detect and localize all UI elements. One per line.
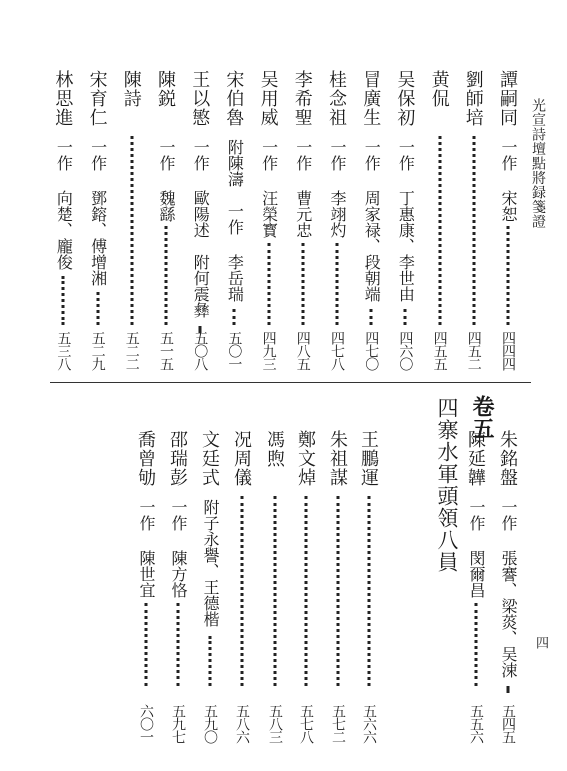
entry-note: 一作 閔爾昌 <box>467 499 486 598</box>
entry-name: 朱銘盤 <box>497 430 518 487</box>
entry-name: 冒廣生 <box>360 70 382 127</box>
entry-name: 宋育仁 <box>86 70 108 127</box>
toc-entry[interactable] <box>461 70 487 381</box>
entry-name: 王鵬運 <box>358 430 379 487</box>
toc-entry[interactable] <box>495 430 521 750</box>
leader-dots <box>337 496 340 686</box>
toc-entry[interactable] <box>50 70 76 381</box>
entry-page-number: 四五五 <box>431 331 448 370</box>
entry-note: 一作 宋恕 <box>499 139 518 222</box>
toc-entry[interactable] <box>325 430 351 750</box>
leader-dots <box>404 309 407 325</box>
entry-note: 附子永譽、王德楷 <box>201 499 220 627</box>
leader-dots <box>274 496 277 686</box>
entry-name: 邵瑞彭 <box>167 430 188 487</box>
entry-page-number: 五〇八 <box>192 331 209 370</box>
volume-heading: 卷五 <box>469 395 494 439</box>
toc-entry[interactable] <box>119 70 145 381</box>
toc-entry[interactable] <box>133 430 159 750</box>
leader-dots <box>241 496 244 686</box>
entry-name: 鄭文焯 <box>295 430 316 487</box>
leader-dots <box>233 309 236 325</box>
entry-page-number: 五九〇 <box>202 704 218 743</box>
entry-note: 一作 汪榮寳 <box>259 139 279 238</box>
entry-name: 吴用威 <box>257 70 279 127</box>
toc-entry[interactable] <box>165 430 191 750</box>
entry-name: 陳延韡 <box>465 430 486 487</box>
entry-page-number: 四四四 <box>500 331 516 370</box>
entry-name: 馮煦 <box>264 430 285 468</box>
entry-page-number: 四八五 <box>294 331 311 370</box>
entry-name: 李希聖 <box>291 70 313 127</box>
toc-entry[interactable] <box>229 430 255 750</box>
toc-entry[interactable] <box>495 70 521 381</box>
toc-entry[interactable] <box>221 70 247 381</box>
leader-dots <box>507 226 510 325</box>
leader-dots <box>368 496 371 686</box>
toc-entry[interactable] <box>356 430 382 750</box>
entry-note: 一作 周家禄、段朝端 <box>362 139 382 302</box>
toc-entry[interactable] <box>85 70 111 381</box>
toc-entry[interactable] <box>358 70 384 381</box>
entry-page-number: 五八六 <box>234 704 250 743</box>
entry-note: 一作 陳世宜 <box>137 499 156 598</box>
entry-note: 一作 鄧鎔、傅增湘 <box>88 139 108 286</box>
entry-page-number: 五八三 <box>267 704 283 743</box>
leader-dots <box>209 636 212 686</box>
entry-page-number: 五五六 <box>468 704 484 743</box>
toc-entry[interactable] <box>153 70 179 381</box>
entry-note: 一作 向楚、龐俊 <box>54 139 74 270</box>
entry-page-number: 四七八 <box>329 331 345 370</box>
entry-page-number: 五七二 <box>330 704 346 743</box>
entry-page-number: 五〇一 <box>226 331 243 370</box>
entry-name: 黄侃 <box>428 70 450 108</box>
leader-dots <box>165 226 168 325</box>
entry-note: 一作 歐陽述 附何震彝 <box>191 139 211 318</box>
running-title: 光宣詩壇點將録箋證 <box>530 98 546 229</box>
entry-name: 譚嗣同 <box>497 70 518 127</box>
entry-page-number: 五九七 <box>170 704 186 743</box>
entry-name: 况周儀 <box>231 430 252 487</box>
leader-dots <box>145 603 148 686</box>
toc-entry[interactable] <box>392 70 418 381</box>
entry-note: 一作 張謇、梁菼、吴涑 <box>499 499 518 678</box>
entry-page-number: 四六〇 <box>397 331 414 370</box>
leader-dots <box>336 243 339 325</box>
entry-name: 文廷式 <box>199 430 220 487</box>
leader-dots <box>507 686 510 692</box>
toc-entry[interactable] <box>324 70 350 381</box>
entry-name: 劉師培 <box>462 70 484 127</box>
entry-name: 陳詩 <box>120 70 142 108</box>
entry-page-number: 五四五 <box>500 704 516 743</box>
entry-page-number: 五二九 <box>89 331 106 370</box>
section-divider <box>50 382 531 383</box>
leader-dots <box>96 292 99 325</box>
leader-dots <box>438 136 441 325</box>
page-folio: 四 <box>533 636 548 649</box>
entry-page-number: 四九三 <box>260 331 277 370</box>
leader-dots <box>267 243 270 325</box>
entry-page-number: 五七八 <box>298 704 314 743</box>
entry-note: 附陳濤 一作 李岳瑞 <box>225 139 245 302</box>
entry-page-number: 五二二 <box>123 331 140 370</box>
entry-name: 吴保初 <box>394 70 416 127</box>
entry-name: 王以慜 <box>189 70 211 127</box>
toc-entry[interactable] <box>262 430 288 750</box>
entry-note: 一作 魏繇 <box>157 139 176 222</box>
leader-dots <box>475 603 478 686</box>
entry-page-number: 四七〇 <box>363 331 380 370</box>
leader-dots <box>472 136 475 325</box>
toc-entry[interactable] <box>290 70 316 381</box>
entry-note: 一作 陳方恪 <box>169 499 188 598</box>
toc-entry[interactable] <box>427 70 453 381</box>
leader-dots <box>305 496 308 686</box>
entry-note: 一作 曹元忠 <box>293 139 313 238</box>
toc-entry[interactable] <box>256 70 282 381</box>
entry-note: 一作 李翊灼 <box>328 139 347 238</box>
entry-name: 桂念祖 <box>326 70 347 127</box>
toc-entry[interactable] <box>293 430 319 750</box>
entry-page-number: 四五二 <box>465 331 482 370</box>
entry-page-number: 五六六 <box>361 704 377 743</box>
entry-name: 宋伯魯 <box>223 70 245 127</box>
leader-dots <box>130 136 133 325</box>
toc-entry[interactable] <box>463 430 489 750</box>
leader-dots <box>301 243 304 325</box>
entry-name: 朱祖謀 <box>327 430 348 487</box>
entry-page-number: 五一五 <box>158 331 174 370</box>
entry-page-number: 五三八 <box>55 331 72 370</box>
leader-dots <box>62 276 65 325</box>
entry-name: 喬曾劬 <box>135 430 156 487</box>
entry-name: 林思進 <box>52 70 74 127</box>
entry-name: 陳鋭 <box>155 70 176 108</box>
leader-dots <box>177 603 180 686</box>
entry-note: 一作 丁惠康、李世由 <box>396 139 416 302</box>
toc-entry[interactable] <box>197 430 223 750</box>
toc-entry[interactable] <box>187 70 213 381</box>
section-heading: 四寨水軍頭領八員 <box>435 397 459 573</box>
entry-page-number: 六〇一 <box>138 704 154 743</box>
leader-dots <box>370 309 373 325</box>
